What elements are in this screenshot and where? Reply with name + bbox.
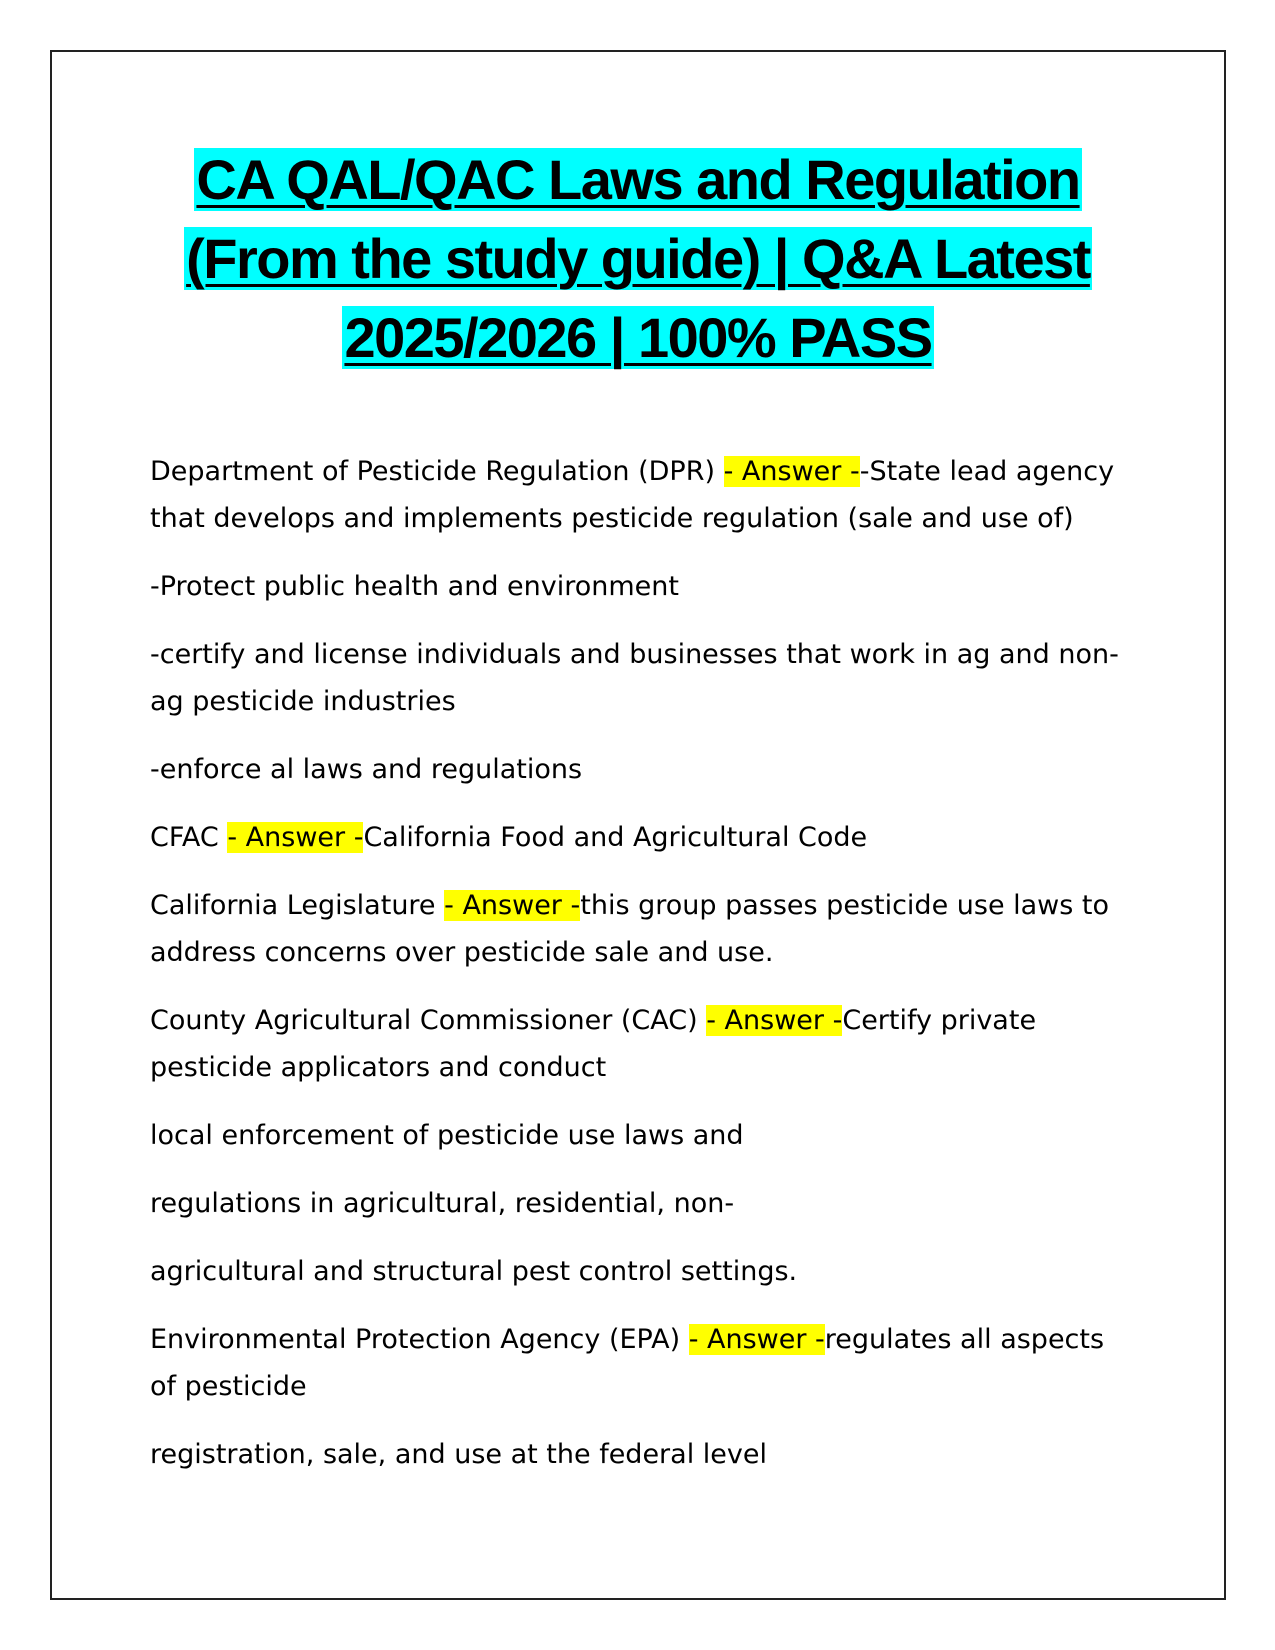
answer-text: regulates all aspects of pesticide <box>150 1324 1105 1402</box>
title-line-3: 2025/2026 | 100% PASS <box>344 306 932 369</box>
answer-marker: - Answer - <box>688 1324 825 1355</box>
question-term: County Agricultural Commissioner (CAC) <box>150 1005 707 1036</box>
answer-marker: - Answer - <box>723 456 860 487</box>
qa-entry-cac <box>150 997 1120 1091</box>
title-line-2: (From the study guide) | Q&A Latest <box>186 227 1090 290</box>
qa-entry-epa <box>150 1316 1120 1410</box>
qa-entry-dpr <box>150 448 1120 542</box>
answer-marker: - Answer - <box>706 1005 843 1036</box>
title-line-1: CA QAL/QAC Laws and Regulation <box>196 148 1080 211</box>
qa-entry-cfac <box>150 814 1120 861</box>
answer-line: local enforcement of pesticide use laws and <box>150 1120 744 1151</box>
question-term: Environmental Protection Agency (EPA) <box>150 1324 689 1355</box>
answer-text: -State lead agency that develops and implements pesticide regulation (sale and use of) <box>150 456 1115 534</box>
answer-text: Certify private pesticide applicators and conduct <box>150 1005 1037 1083</box>
question-term: California Legislature <box>150 890 445 921</box>
answer-text: California Food and Agricultural Code <box>363 822 868 853</box>
answer-line: agricultural and structural pest control settings. <box>150 1256 798 1287</box>
qa-entry-legislature <box>150 882 1120 976</box>
answer-line: -enforce al laws and regulations <box>150 754 583 785</box>
question-term: Department of Pesticide Regulation (DPR) <box>150 456 724 487</box>
document-title <box>52 140 1224 377</box>
answer-line: regulations in agricultural, residential, non- <box>150 1188 735 1219</box>
answer-line: -Protect public health and environment <box>150 571 679 602</box>
qa-content <box>150 448 1120 1499</box>
answer-marker: - Answer - <box>444 890 581 921</box>
answer-line: -certify and license individuals and businesses that work in ag and non-ag pesticide industries <box>150 639 1119 717</box>
answer-text: this group passes pesticide use laws to address concerns over pesticide sale and use. <box>150 890 1110 968</box>
answer-line: registration, sale, and use at the federal level <box>150 1439 767 1470</box>
question-term: CFAC <box>150 822 228 853</box>
answer-marker: - Answer - <box>227 822 364 853</box>
